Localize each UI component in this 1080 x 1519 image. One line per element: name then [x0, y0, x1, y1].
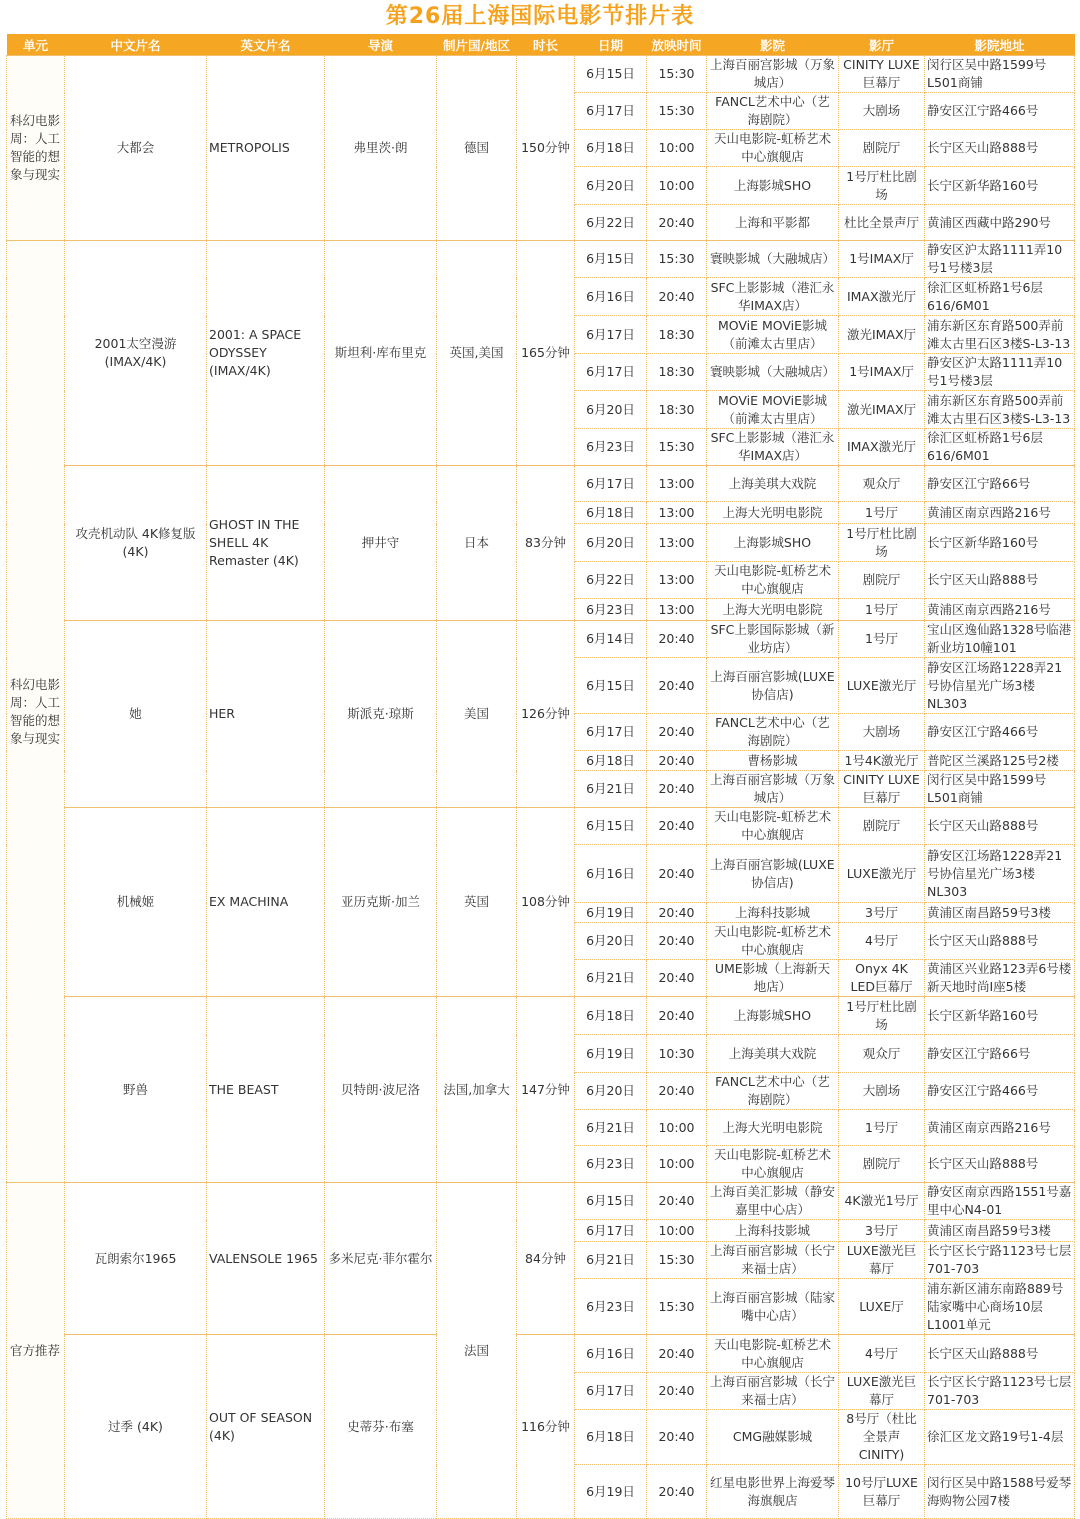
hall-name: LUXE厅: [839, 1279, 925, 1335]
screening-date: 6月22日: [575, 205, 647, 241]
hall-name: 1号4K激光厅: [839, 751, 925, 771]
cinema-name: 上海影城SHO: [707, 524, 839, 562]
screening-date: 6月22日: [575, 562, 647, 599]
hall-name: 剧院厅: [839, 1146, 925, 1183]
cinema-name: 上海百丽宫影城（万象城店）: [707, 56, 839, 93]
column-header: 制片国/地区: [437, 34, 517, 56]
cinema-name: 上海大光明电影院: [707, 1110, 839, 1146]
table-row: [7, 997, 1075, 1035]
hall-name: 1号厅: [839, 502, 925, 524]
cinema-address: 徐汇区虹桥路1号6层616/6M01: [925, 278, 1075, 316]
unit-cell: 科幻电影周：人工智能的想象与现实: [7, 241, 65, 1183]
column-header: 影院: [707, 34, 839, 56]
hall-name: 1号厅: [839, 1110, 925, 1146]
screening-date: 6月15日: [575, 1183, 647, 1220]
screening-time: 20:40: [647, 808, 707, 845]
screening-date: 6月18日: [575, 130, 647, 167]
screening-time: 18:30: [647, 354, 707, 391]
cinema-name: SFC上影影城（港汇永华IMAX店）: [707, 429, 839, 466]
cinema-name: 上海科技影城: [707, 1220, 839, 1242]
screening-time: 20:40: [647, 923, 707, 960]
screening-date: 6月19日: [575, 1035, 647, 1073]
country: 日本: [437, 466, 517, 621]
country: 法国,加拿大: [437, 997, 517, 1183]
cinema-name: 天山电影院-虹桥艺术中心旗舰店: [707, 1146, 839, 1183]
screening-time: 15:30: [647, 56, 707, 93]
cinema-address: 徐汇区虹桥路1号6层616/6M01: [925, 429, 1075, 466]
hall-name: 1号IMAX厅: [839, 241, 925, 278]
cinema-address: 长宁区天山路888号: [925, 1146, 1075, 1183]
cinema-name: CMG融媒影城: [707, 1410, 839, 1465]
hall-name: IMAX激光厅: [839, 278, 925, 316]
hall-name: LUXE激光巨幕厅: [839, 1373, 925, 1410]
screening-date: 6月17日: [575, 93, 647, 130]
cinema-name: 天山电影院-虹桥艺术中心旗舰店: [707, 923, 839, 960]
column-header: 时长: [517, 34, 575, 56]
film-title-cn: 2001太空漫游(IMAX/4K): [65, 241, 207, 466]
film-title-en: THE BEAST: [207, 997, 325, 1183]
screening-date: 6月17日: [575, 354, 647, 391]
screening-time: 20:40: [647, 751, 707, 771]
screening-time: 10:00: [647, 1220, 707, 1242]
screening-date: 6月20日: [575, 1073, 647, 1110]
screening-date: 6月23日: [575, 1146, 647, 1183]
cinema-address: 静安区江宁路66号: [925, 1035, 1075, 1073]
cinema-address: 闵行区吴中路1599号L501商铺: [925, 771, 1075, 808]
director: 斯派克·琼斯: [325, 621, 437, 808]
film-title-en: OUT OF SEASON (4K): [207, 1335, 325, 1519]
screening-time: 10:00: [647, 1110, 707, 1146]
film-title-en: HER: [207, 621, 325, 808]
cinema-address: 静安区沪太路1111弄10号1号楼3层: [925, 241, 1075, 278]
page-title: 第26届上海国际电影节排片表: [385, 4, 695, 29]
column-header: 单元: [7, 34, 65, 56]
director: 史蒂芬·布塞: [325, 1335, 437, 1519]
table-row: [7, 808, 1075, 845]
screening-time: 20:40: [647, 960, 707, 997]
cinema-address: 闵行区吴中路1588号爱琴海购物公园7楼: [925, 1465, 1075, 1519]
cinema-name: 上海百丽宫影城（万象城店）: [707, 771, 839, 808]
column-header: 影院地址: [925, 34, 1075, 56]
cinema-address: 长宁区新华路160号: [925, 524, 1075, 562]
hall-name: IMAX激光厅: [839, 429, 925, 466]
cinema-name: 寰映影城（大融城店）: [707, 241, 839, 278]
column-header: 中文片名: [65, 34, 207, 56]
cinema-name: 上海百丽宫影城（长宁来福士店）: [707, 1373, 839, 1410]
cinema-name: MOViE MOViE影城（前滩太古里店）: [707, 391, 839, 429]
cinema-address: 长宁区天山路888号: [925, 808, 1075, 845]
screening-time: 10:00: [647, 167, 707, 205]
cinema-address: 宝山区逸仙路1328号临港新业坊10幢101: [925, 621, 1075, 658]
hall-name: 剧院厅: [839, 808, 925, 845]
cinema-address: 长宁区天山路888号: [925, 1335, 1075, 1373]
director: 弗里茨·朗: [325, 56, 437, 241]
cinema-address: 静安区江场路1228弄21号协信星光广场3楼NL303: [925, 845, 1075, 903]
cinema-address: 长宁区天山路888号: [925, 130, 1075, 167]
cinema-name: 上海影城SHO: [707, 167, 839, 205]
screening-date: 6月15日: [575, 241, 647, 278]
screening-time: 10:00: [647, 130, 707, 167]
table-header: [7, 34, 1075, 56]
duration: 84分钟: [517, 1183, 575, 1335]
film-title-en: GHOST IN THE SHELL 4K Remaster (4K): [207, 466, 325, 621]
screening-date: 6月23日: [575, 1279, 647, 1335]
cinema-name: 上海百丽宫影城（长宁来福士店）: [707, 1242, 839, 1279]
hall-name: 剧院厅: [839, 562, 925, 599]
hall-name: 观众厅: [839, 1035, 925, 1073]
film-title-en: VALENSOLE 1965: [207, 1183, 325, 1335]
screening-date: 6月18日: [575, 1410, 647, 1465]
film-title-en: 2001: A SPACE ODYSSEY (IMAX/4K): [207, 241, 325, 466]
hall-name: 1号厅: [839, 621, 925, 658]
cinema-address: 徐汇区龙文路19号1-4层: [925, 1410, 1075, 1465]
screening-date: 6月18日: [575, 997, 647, 1035]
film-title-cn: 野兽: [65, 997, 207, 1183]
cinema-address: 静安区江宁路466号: [925, 714, 1075, 751]
screening-time: 15:30: [647, 93, 707, 130]
film-title-cn: 机械姬: [65, 808, 207, 997]
screening-time: 13:00: [647, 599, 707, 621]
duration: 150分钟: [517, 56, 575, 241]
hall-name: Onyx 4K LED巨幕厅: [839, 960, 925, 997]
screening-time: 15:30: [647, 1242, 707, 1279]
country: 德国: [437, 56, 517, 241]
country: 美国: [437, 621, 517, 808]
cinema-name: 天山电影院-虹桥艺术中心旗舰店: [707, 1335, 839, 1373]
screening-date: 6月21日: [575, 960, 647, 997]
table-row: [7, 1183, 1075, 1220]
screening-time: 20:40: [647, 714, 707, 751]
hall-name: 8号厅（杜比全景声CINITY): [839, 1410, 925, 1465]
screening-date: 6月20日: [575, 391, 647, 429]
screening-time: 20:40: [647, 1465, 707, 1519]
cinema-address: 黄浦区南昌路59号3楼: [925, 1220, 1075, 1242]
screening-time: 20:40: [647, 205, 707, 241]
screening-time: 20:40: [647, 1410, 707, 1465]
duration: 147分钟: [517, 997, 575, 1183]
cinema-address: 黄浦区南京西路216号: [925, 1110, 1075, 1146]
hall-name: 杜比全景声厅: [839, 205, 925, 241]
screening-time: 20:40: [647, 278, 707, 316]
screening-time: 20:40: [647, 1183, 707, 1220]
screening-time: 15:30: [647, 241, 707, 278]
table-row: [7, 56, 1075, 93]
cinema-name: FANCL艺术中心（艺海剧院）: [707, 714, 839, 751]
table-row: [7, 621, 1075, 658]
screening-date: 6月18日: [575, 502, 647, 524]
hall-name: LUXE激光厅: [839, 845, 925, 903]
hall-name: 大剧场: [839, 1073, 925, 1110]
hall-name: 1号厅杜比剧场: [839, 524, 925, 562]
screening-time: 13:00: [647, 466, 707, 502]
table-body: [7, 56, 1075, 1519]
cinema-address: 静安区江场路1228弄21号协信星光广场3楼NL303: [925, 658, 1075, 714]
column-header: 导演: [325, 34, 437, 56]
screening-date: 6月16日: [575, 845, 647, 903]
director: 贝特朗·波尼洛: [325, 997, 437, 1183]
cinema-address: 黄浦区西藏中路290号: [925, 205, 1075, 241]
cinema-name: 红星电影世界上海爱琴海旗舰店: [707, 1465, 839, 1519]
screening-date: 6月15日: [575, 56, 647, 93]
duration: 165分钟: [517, 241, 575, 466]
screening-date: 6月17日: [575, 316, 647, 354]
screening-time: 15:30: [647, 1279, 707, 1335]
hall-name: 4号厅: [839, 1335, 925, 1373]
hall-name: 大剧场: [839, 93, 925, 130]
cinema-address: 静安区江宁路66号: [925, 466, 1075, 502]
cinema-address: 静安区沪太路1111弄10号1号楼3层: [925, 354, 1075, 391]
film-title-cn: 她: [65, 621, 207, 808]
screening-date: 6月21日: [575, 771, 647, 808]
cinema-address: 闵行区吴中路1599号L501商铺: [925, 56, 1075, 93]
cinema-address: 长宁区长宁路1123号七层701-703: [925, 1373, 1075, 1410]
screening-date: 6月21日: [575, 1110, 647, 1146]
cinema-address: 静安区江宁路466号: [925, 93, 1075, 130]
column-header: 影厅: [839, 34, 925, 56]
cinema-address: 浦东新区东育路500弄前滩太古里石区3楼S-L3-13: [925, 391, 1075, 429]
cinema-name: 上海百丽宫影城(LUXE协信店): [707, 845, 839, 903]
screening-time: 20:40: [647, 903, 707, 923]
cinema-address: 长宁区长宁路1123号七层701-703: [925, 1242, 1075, 1279]
screening-date: 6月15日: [575, 808, 647, 845]
cinema-address: 黄浦区南京西路216号: [925, 599, 1075, 621]
cinema-name: 上海科技影城: [707, 903, 839, 923]
duration: 116分钟: [517, 1335, 575, 1519]
screening-date: 6月16日: [575, 278, 647, 316]
cinema-address: 黄浦区兴业路123弄6号楼新天地时尚I座5楼: [925, 960, 1075, 997]
screening-date: 6月17日: [575, 714, 647, 751]
film-title-en: METROPOLIS: [207, 56, 325, 241]
screening-date: 6月20日: [575, 524, 647, 562]
screening-time: 18:30: [647, 316, 707, 354]
cinema-name: 上海影城SHO: [707, 997, 839, 1035]
duration: 108分钟: [517, 808, 575, 997]
director: 押井守: [325, 466, 437, 621]
hall-name: 观众厅: [839, 466, 925, 502]
cinema-name: 上海大光明电影院: [707, 502, 839, 524]
cinema-name: 上海和平影都: [707, 205, 839, 241]
screening-date: 6月17日: [575, 1220, 647, 1242]
cinema-name: 天山电影院-虹桥艺术中心旗舰店: [707, 562, 839, 599]
screening-time: 20:40: [647, 1373, 707, 1410]
duration: 83分钟: [517, 466, 575, 621]
film-title-en: EX MACHINA: [207, 808, 325, 997]
screening-time: 20:40: [647, 1335, 707, 1373]
screening-time: 20:40: [647, 997, 707, 1035]
column-header: 英文片名: [207, 34, 325, 56]
cinema-name: 上海百美汇影城（静安嘉里中心店）: [707, 1183, 839, 1220]
hall-name: 1号IMAX厅: [839, 354, 925, 391]
screening-time: 20:40: [647, 845, 707, 903]
hall-name: 1号厅: [839, 599, 925, 621]
screening-time: 15:30: [647, 429, 707, 466]
hall-name: 激光IMAX厅: [839, 391, 925, 429]
hall-name: 3号厅: [839, 903, 925, 923]
screening-time: 20:40: [647, 1073, 707, 1110]
cinema-address: 黄浦区南昌路59号3楼: [925, 903, 1075, 923]
hall-name: LUXE激光厅: [839, 658, 925, 714]
screening-time: 10:00: [647, 1146, 707, 1183]
screening-date: 6月14日: [575, 621, 647, 658]
screening-time: 13:00: [647, 502, 707, 524]
hall-name: 4号厅: [839, 923, 925, 960]
country: 英国,美国: [437, 241, 517, 466]
cinema-name: 上海美琪大戏院: [707, 1035, 839, 1073]
cinema-name: 上海大光明电影院: [707, 599, 839, 621]
cinema-name: 上海百丽宫影城（陆家嘴中心店）: [707, 1279, 839, 1335]
hall-name: 1号厅杜比剧场: [839, 167, 925, 205]
screening-date: 6月17日: [575, 1373, 647, 1410]
hall-name: 10号厅LUXE巨幕厅: [839, 1465, 925, 1519]
cinema-name: 上海美琪大戏院: [707, 466, 839, 502]
schedule-table: [6, 34, 1075, 1519]
cinema-address: 黄浦区南京西路216号: [925, 502, 1075, 524]
hall-name: LUXE激光巨幕厅: [839, 1242, 925, 1279]
cinema-name: SFC上影影城（港汇永华IMAX店）: [707, 278, 839, 316]
screening-time: 20:40: [647, 771, 707, 808]
film-title-cn: 过季 (4K): [65, 1335, 207, 1519]
hall-name: 大剧场: [839, 714, 925, 751]
cinema-address: 静安区南京西路1551号嘉里中心N4-01: [925, 1183, 1075, 1220]
screening-time: 10:30: [647, 1035, 707, 1073]
cinema-address: 普陀区兰溪路125号2楼: [925, 751, 1075, 771]
hall-name: CINITY LUXE巨幕厅: [839, 56, 925, 93]
screening-date: 6月20日: [575, 923, 647, 960]
duration: 126分钟: [517, 621, 575, 808]
cinema-name: 上海百丽宫影城(LUXE协信店): [707, 658, 839, 714]
film-title-cn: 攻壳机动队 4K修复版(4K): [65, 466, 207, 621]
cinema-address: 长宁区天山路888号: [925, 923, 1075, 960]
unit-cell: 科幻电影周：人工智能的想象与现实: [7, 56, 65, 241]
screening-date: 6月15日: [575, 658, 647, 714]
screening-date: 6月18日: [575, 751, 647, 771]
screening-date: 6月19日: [575, 1465, 647, 1519]
cinema-address: 浦东新区东育路500弄前滩太古里石区3楼S-L3-13: [925, 316, 1075, 354]
cinema-name: 天山电影院-虹桥艺术中心旗舰店: [707, 808, 839, 845]
cinema-name: 曹杨影城: [707, 751, 839, 771]
film-title-cn: 大都会: [65, 56, 207, 241]
director: 多米尼克·菲尔霍尔: [325, 1183, 437, 1335]
cinema-name: SFC上影国际影城（新业坊店）: [707, 621, 839, 658]
cinema-name: FANCL艺术中心（艺海剧院）: [707, 1073, 839, 1110]
country: 英国: [437, 808, 517, 997]
screening-date: 6月19日: [575, 903, 647, 923]
hall-name: 剧院厅: [839, 130, 925, 167]
country: 法国: [437, 1183, 517, 1519]
column-header: 日期: [575, 34, 647, 56]
hall-name: 激光IMAX厅: [839, 316, 925, 354]
cinema-name: MOViE MOViE影城（前滩太古里店）: [707, 316, 839, 354]
screening-date: 6月23日: [575, 429, 647, 466]
column-header: 放映时间: [647, 34, 707, 56]
screening-time: 20:40: [647, 658, 707, 714]
hall-name: 1号厅杜比剧场: [839, 997, 925, 1035]
screening-time: 13:00: [647, 524, 707, 562]
screening-date: 6月21日: [575, 1242, 647, 1279]
director: 斯坦利·库布里克: [325, 241, 437, 466]
hall-name: 3号厅: [839, 1220, 925, 1242]
unit-cell: 官方推荐: [7, 1183, 65, 1519]
hall-name: 4K激光1号厅: [839, 1183, 925, 1220]
table-row: [7, 241, 1075, 278]
screening-time: 13:00: [647, 562, 707, 599]
screening-date: 6月23日: [575, 599, 647, 621]
cinema-address: 长宁区新华路160号: [925, 997, 1075, 1035]
screening-date: 6月17日: [575, 466, 647, 502]
cinema-name: 天山电影院-虹桥艺术中心旗舰店: [707, 130, 839, 167]
table-row: [7, 1335, 1075, 1373]
cinema-address: 浦东新区浦东南路889号陆家嘴中心商场10层L1001单元: [925, 1279, 1075, 1335]
cinema-address: 长宁区新华路160号: [925, 167, 1075, 205]
cinema-name: FANCL艺术中心（艺海剧院）: [707, 93, 839, 130]
cinema-name: 寰映影城（大融城店）: [707, 354, 839, 391]
hall-name: CINITY LUXE巨幕厅: [839, 771, 925, 808]
screening-date: 6月16日: [575, 1335, 647, 1373]
director: 亚历克斯·加兰: [325, 808, 437, 997]
table-row: [7, 466, 1075, 502]
cinema-address: 长宁区天山路888号: [925, 562, 1075, 599]
screening-date: 6月20日: [575, 167, 647, 205]
cinema-name: UME影城（上海新天地店）: [707, 960, 839, 997]
film-title-cn: 瓦朗索尔1965: [65, 1183, 207, 1335]
screening-time: 20:40: [647, 621, 707, 658]
cinema-address: 静安区江宁路466号: [925, 1073, 1075, 1110]
screening-time: 18:30: [647, 391, 707, 429]
